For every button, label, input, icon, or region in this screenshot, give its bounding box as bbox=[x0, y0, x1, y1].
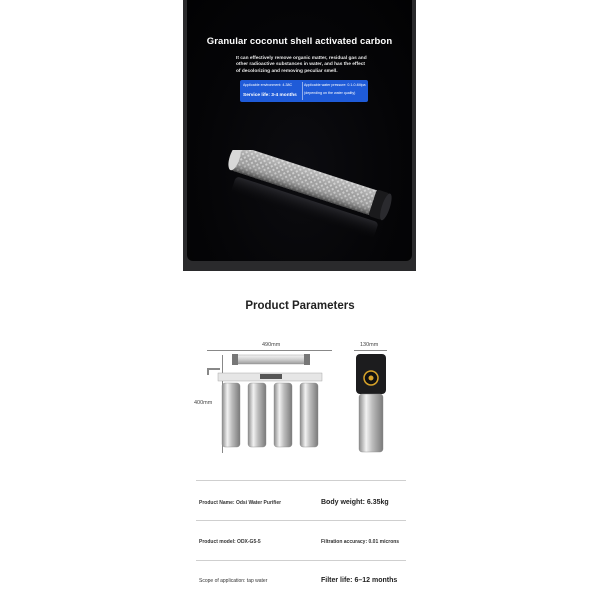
spec-service-note: (depending on the water quality) bbox=[304, 91, 356, 95]
banner-title: Granular coconut shell activated carbon bbox=[206, 36, 393, 47]
activated-carbon-banner bbox=[183, 0, 416, 271]
spec-environment: Applicable environment: 4-38C bbox=[243, 83, 293, 87]
depth-dimension-label: 130mm bbox=[360, 342, 379, 348]
spec-box bbox=[240, 80, 368, 102]
param-filtration-accuracy: Filtration accuracy: 0.01 microns bbox=[321, 539, 400, 545]
divider bbox=[196, 480, 406, 481]
spec-service-life: Service life: 3-4 months bbox=[243, 93, 297, 98]
divider bbox=[196, 520, 406, 521]
param-scope: Scope of application: tap water bbox=[199, 578, 268, 584]
spec-water-pressure: Applicable water pressure: 0.1-0.4Mpa bbox=[304, 83, 366, 87]
product-parameters-title: Product Parameters bbox=[245, 300, 355, 312]
depth-dimension-line bbox=[354, 350, 387, 351]
param-product-name: Product Name: Odsi Water Purifier bbox=[199, 500, 282, 506]
carbon-filter-cartridge-image bbox=[217, 150, 407, 240]
purifier-front-view-image bbox=[200, 345, 330, 455]
param-product-model: Product model: ODX-G5-5 bbox=[199, 539, 261, 545]
purifier-side-view-image bbox=[350, 352, 392, 457]
banner-description: It can effectively remove organic matter, residual gas and other radioactive substances in water, and has the effect of decolorizing and removing peculiar smell. bbox=[236, 56, 367, 74]
width-dimension-label: 490mm bbox=[262, 342, 281, 348]
param-filter-life: Filter life: 6–12 months bbox=[321, 577, 398, 584]
param-body-weight: Body weight: 6.35kg bbox=[321, 499, 389, 506]
banner-dark-panel bbox=[187, 0, 412, 261]
height-dimension-label: 400mm bbox=[194, 400, 213, 406]
spec-divider bbox=[302, 82, 303, 100]
divider bbox=[196, 560, 406, 561]
